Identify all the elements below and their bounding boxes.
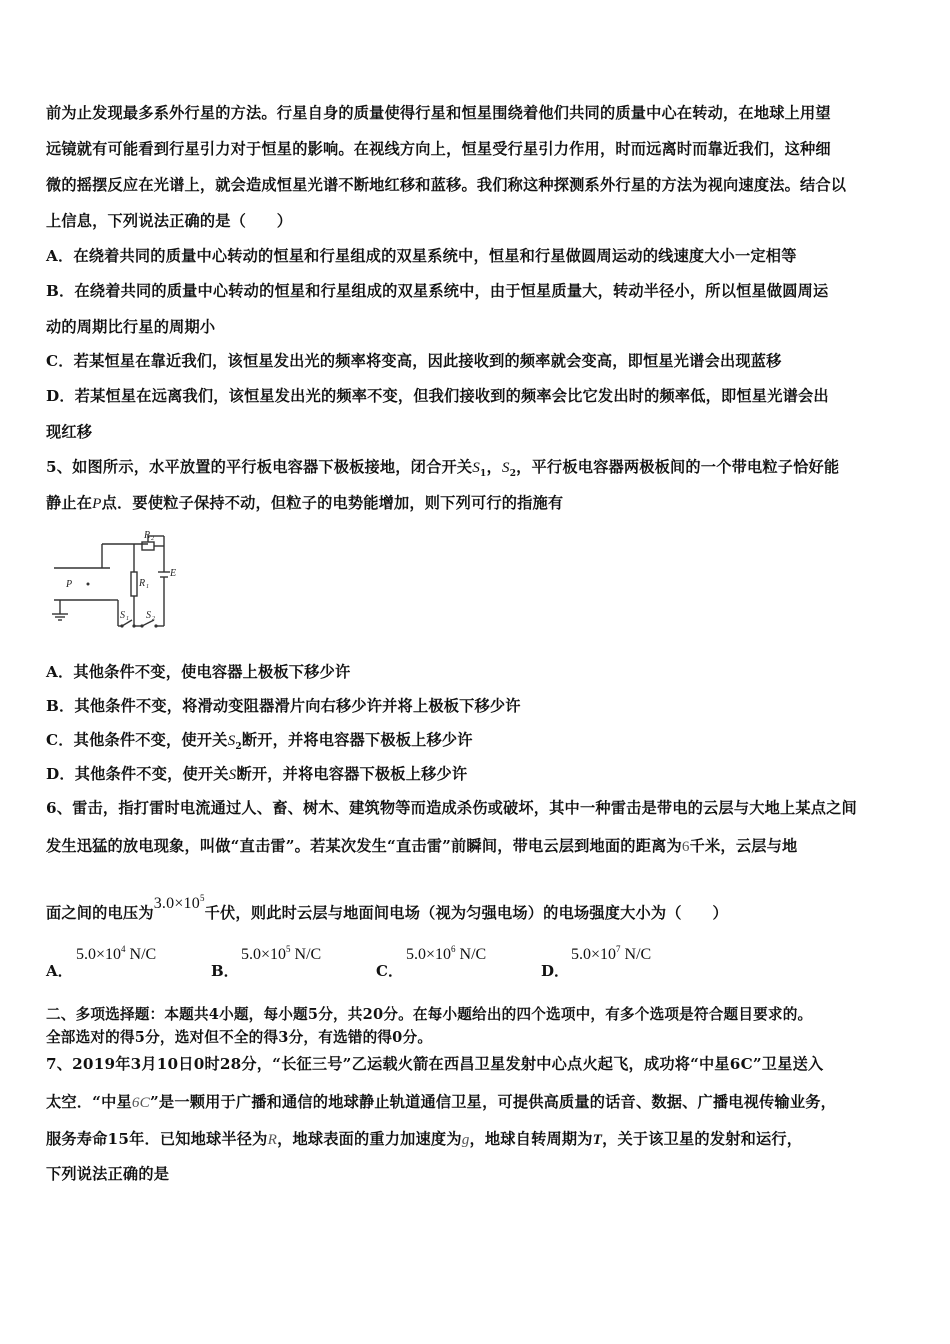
q6-stem-line1: 6、雷击，指打雷时电流通过人、畜、树木、建筑物等而造成杀伤或破坏，其中一种雷击是带电的云层与大地上某点之间	[46, 799, 857, 817]
q7-stem-text-f: ，关于该卫星的发射和运行，	[602, 1130, 803, 1148]
q6-stem-text-d: 千伏，则此时云层与地面间电场（视为匀强电场）的电场强度大小为（ ）	[204, 904, 728, 922]
q7-stem-line3	[46, 1128, 802, 1151]
q5-option-b: B．其他条件不变，将滑动变阻器滑片向右移少许并将上极板下移少许	[46, 697, 521, 715]
q6-option-d-exp: 7	[616, 944, 621, 954]
q6-distance: 6	[681, 838, 690, 855]
q6-option-c-exp: 6	[451, 944, 456, 954]
q7-stem-line2	[46, 1091, 836, 1114]
q5-option-d	[46, 763, 467, 786]
q5-s1-sub: 1	[480, 469, 487, 480]
q7-g: g	[461, 1131, 470, 1148]
q6-option-d-base: 5.0×10	[571, 946, 617, 963]
q6-option-c-unit: N/C	[455, 946, 487, 963]
q5-comma: ，	[486, 458, 502, 476]
q6-option-b-base: 5.0×10	[241, 946, 287, 963]
q5-option-c-text-a: C．其他条件不变，使开关	[46, 731, 228, 749]
q6-voltage-base: 3.0×10	[153, 895, 200, 912]
q6-option-b-exp: 5	[286, 944, 291, 954]
q5-stem-line2	[46, 492, 563, 515]
q5-option-c	[46, 729, 473, 758]
q6-option-d-unit: N/C	[620, 946, 652, 963]
q5-option-c-sub: 2	[235, 742, 242, 753]
q7-stem-line1: 7、2019年3月10日0时28分，“长征三号”乙运载火箭在西昌卫星发射中心点火起飞，成功将“中星6C”卫星送入	[46, 1055, 824, 1073]
q5-s1: S	[472, 459, 481, 476]
q5-stem-text-a: 5、如图所示，水平放置的平行板电容器下极板接地，闭合开关	[46, 458, 473, 476]
q5-stem-text-b: ，平行板电容器两极板间的一个带电粒子恰好能	[516, 458, 840, 476]
section2-line1: 二、多项选择题：本题共4小题，每小题5分，共20分。在每小题给出的四个选项中，有多个选项是符合题目要求的。	[46, 1006, 813, 1023]
q5-option-d-text-a: D．其他条件不变，使开关	[46, 765, 229, 783]
q6-option-c-base: 5.0×10	[406, 946, 452, 963]
q6-stem-line3	[46, 893, 728, 925]
q4-option-d-line2: 现红移	[46, 423, 93, 441]
q7-stem-text-a: 太空．“中星	[46, 1093, 132, 1111]
q5-option-c-text-b: 断开，并将电容器下极板上移少许	[241, 731, 473, 749]
q7-stem-text-b: ”是一颗用于广播和通信的地球静止轨道通信卫星，可提供高质量的话音、数据、广播电视传输业务，	[150, 1093, 836, 1111]
q7-stem-line4: 下列说法正确的是	[46, 1165, 170, 1183]
q7-sat: 6C	[131, 1094, 150, 1111]
q5-option-a: A．其他条件不变，使电容器上极板下移少许	[46, 663, 351, 681]
label-r2-sub: 2	[151, 536, 154, 542]
q4-option-b-line1: B．在绕着共同的质量中心转动的恒星和行星组成的双星系统中，由于恒星质量大，转动半径小，所以恒星做圆周运	[46, 282, 829, 300]
label-s2-sub: 2	[152, 616, 155, 622]
q6-option-a-exp: 4	[121, 944, 126, 954]
q6-options	[46, 944, 910, 984]
intro-line-4: 上信息，下列说法正确的是（ ）	[46, 212, 293, 230]
q7-t: T	[592, 1131, 603, 1148]
label-s2: S	[146, 610, 151, 621]
q5-s2: S	[501, 459, 510, 476]
q6-stem-text-b: 千米，云层与地	[689, 837, 798, 855]
q5-option-d-text-b: 断开，并将电容器下极板上移少许	[236, 765, 468, 783]
label-r1: R	[139, 578, 146, 589]
particle-p-dot	[87, 583, 90, 586]
q6-option-a-unit: N/C	[125, 946, 157, 963]
intro-line-3: 微的摇摆反应在光谱上，就会造成恒星光谱不断地红移和蓝移。我们称这种探测系外行星的方法为视向速度法。结合以	[46, 176, 847, 194]
q6-voltage-exp: 5	[199, 893, 205, 903]
q5-stem-text-d: 点．要使粒子保持不动，但粒子的电势能增加，则下列可行的指施有	[101, 494, 564, 512]
intro-line-1: 前为止发现最多系外行星的方法。行星自身的质量使得行星和恒星围绕着他们共同的质量中心在转动，在地球上用望	[46, 104, 831, 122]
q6-stem-line2	[46, 835, 797, 858]
q6-option-a-value	[76, 944, 156, 964]
q6-option-b-unit: N/C	[290, 946, 322, 963]
q4-option-b-line2: 动的周期比行星的周期小	[46, 318, 216, 336]
q6-stem-text-c: 面之间的电压为	[46, 904, 154, 922]
intro-line-2: 远镜就有可能看到行星引力对于恒星的影响。在视线方向上，恒星受行星引力作用，时而远离时而靠近我们，这种细	[46, 140, 831, 158]
rheostat-r2	[142, 542, 154, 550]
q6-option-a-label: A．	[46, 962, 73, 980]
q7-stem-text-d: ，地球表面的重力加速度为	[277, 1130, 462, 1148]
label-s1: S	[120, 610, 125, 621]
label-p: P	[66, 579, 73, 590]
q6-option-a-base: 5.0×10	[76, 946, 122, 963]
resistor-r1	[131, 572, 137, 596]
q4-option-a: A．在绕着共同的质量中心转动的恒星和行星组成的双星系统中，恒星和行星做圆周运动的线速度大小一定相等	[46, 247, 797, 265]
q5-stem-text-c: 静止在	[46, 494, 93, 512]
q4-option-c: C．若某恒星在靠近我们，该恒星发出光的频率将变高，因此接收到的频率就会变高，即恒星光谱会出现蓝移	[46, 352, 782, 370]
label-r2: R	[144, 530, 151, 541]
label-e: E	[170, 568, 177, 579]
q6-option-b-value	[241, 944, 321, 964]
q6-option-c-label: C．	[376, 962, 403, 980]
q5-p: P	[92, 495, 102, 512]
q6-stem-text-a: 发生迅猛的放电现象，叫做“直击雷”。若某次发生“直击雷”前瞬间，带电云层到地面的距离为	[46, 837, 682, 855]
label-s1-sub: 1	[126, 616, 129, 622]
q6-option-d-label: D．	[541, 962, 570, 980]
q4-option-d-line1: D．若某恒星在远离我们，该恒星发出光的频率不变，但我们接收到的频率会比它发出时的频率低，即恒星光谱会出	[46, 387, 829, 405]
q6-voltage	[154, 895, 205, 912]
q5-option-d-s: S	[228, 766, 237, 783]
q7-stem-text-c: 服务寿命15年．已知地球半径为	[46, 1130, 268, 1148]
q6-option-b-label: B．	[211, 962, 239, 980]
q6-option-d-value	[571, 944, 651, 964]
q7-stem-text-e: ，地球自转周期为	[469, 1130, 593, 1148]
q7-r: R	[267, 1131, 278, 1148]
section2-line2: 全部选对的得5分，选对但不全的得3分，有选错的得0分。	[46, 1029, 433, 1046]
label-r1-sub: 1	[146, 584, 149, 590]
q5-option-c-s: S	[227, 732, 236, 749]
q5-s2-sub: 2	[509, 469, 517, 480]
q5-stem-line1	[46, 456, 839, 485]
capacitor-circuit-diagram	[46, 528, 196, 638]
q6-option-c-value	[406, 944, 486, 964]
